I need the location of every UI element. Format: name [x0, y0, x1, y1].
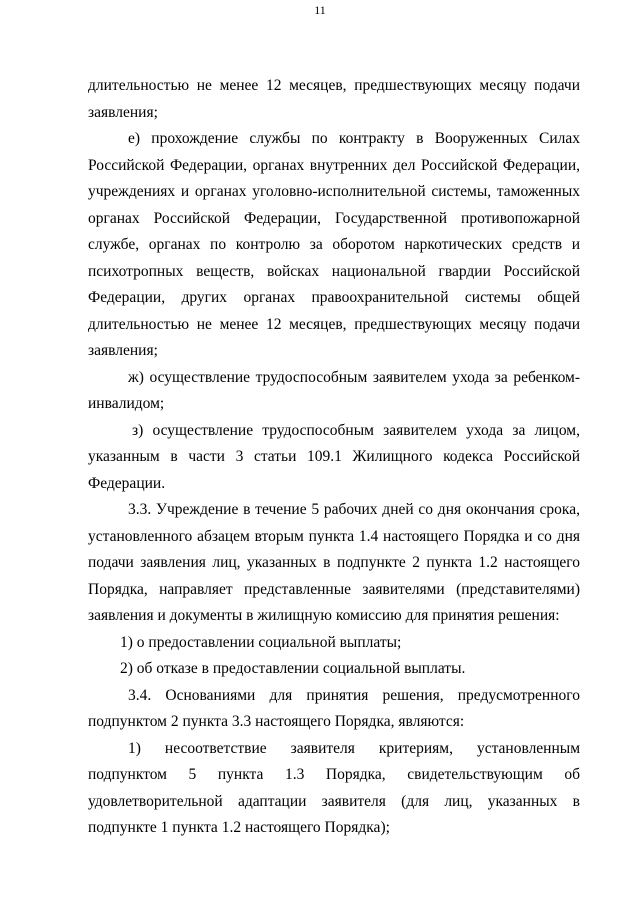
- page-number: 11: [314, 3, 326, 17]
- paragraph-item-zh: ж) осуществление трудоспособным заявителем ухода за ребенком-инвалидом;: [88, 368, 580, 412]
- paragraph-3-4-item-1: 1) несоответствие заявителя критериям, установленным подпунктом 5 пункта 1.3 Порядка, свидетельствующим об удовлетворительной адаптации заявителя (для лиц, указанных в подпункте 1 пункта 1.2 настоящего Порядка);: [88, 739, 580, 836]
- paragraph-3-3-item-1: 1) о предоставлении социальной выплаты;: [120, 633, 402, 651]
- paragraph-item-e: е) прохождение службы по контракту в Вооруженных Силах Российской Федерации, органах внутренних дел Российской Федерации, учреждениях и органах уголовно-исполнительной системы, таможенных органах Российской Федерации, Государственной противопожарной службе, органах по контролю за оборотом наркотических средств и психотропных веществ, войсках национальной гвардии Российской Федерации, других органах правоохранительной системы общей длительностью не менее 12 месяцев, предшествующих месяцу подачи заявления;: [88, 130, 580, 359]
- document-body: [88, 73, 580, 842]
- paragraph-3-3-item-2: 2) об отказе в предоставлении социальной выплаты.: [120, 660, 466, 677]
- paragraph-3-4: 3.4. Основаниями для принятия решения, предусмотренного подпунктом 2 пункта 3.3 настоящего Порядка, являются:: [88, 686, 580, 730]
- paragraph-continuation: длительностью не менее 12 месяцев, предшествующих месяцу подачи заявления;: [88, 77, 580, 121]
- paragraph-3-3: 3.3. Учреждение в течение 5 рабочих дней со дня окончания срока, установленного абзацем вторым пункта 1.4 настоящего Порядка и со дня подачи заявления лиц, указанных в подпункте 2 пункта 1.2 настоящего Порядка, направляет представленные заявителями (представителями) заявления и документы в жилищную комиссию для принятия решения:: [88, 501, 580, 624]
- paragraph-item-z: з) осуществление трудоспособным заявителем ухода за лицом, указанным в части 3 статьи 109.1 Жилищного кодекса Российской Федерации.: [88, 421, 580, 492]
